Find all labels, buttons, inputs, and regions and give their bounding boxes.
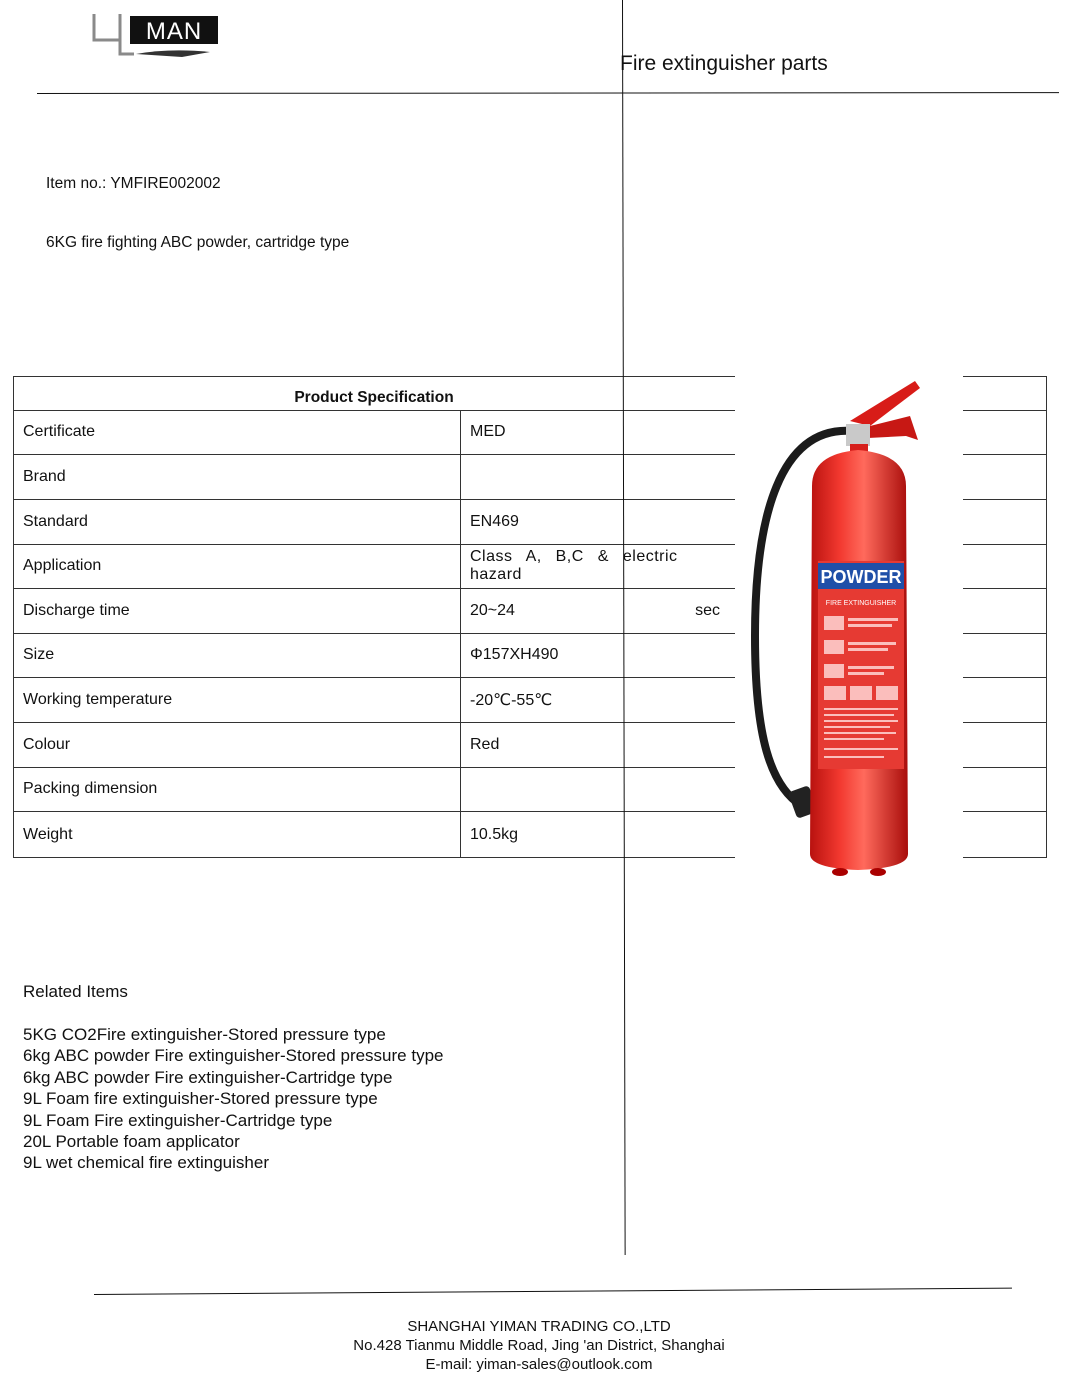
header-divider	[37, 92, 1059, 94]
spec-value: Class A, B,C & electric hazard	[470, 548, 678, 583]
related-item[interactable]: 6kg ABC powder Fire extinguisher-Stored pressure type	[23, 1046, 444, 1066]
related-item[interactable]: 9L Foam Fire extinguisher-Cartridge type	[23, 1110, 333, 1130]
related-item[interactable]: 5KG CO2Fire extinguisher-Stored pressure type	[23, 1025, 386, 1044]
spec-value: Red	[470, 736, 500, 753]
spec-label: Standard	[23, 513, 88, 530]
spec-row-discharge-time	[13, 589, 735, 634]
spec-label: Weight	[23, 826, 73, 843]
page-title: Fire extinguisher parts	[620, 52, 828, 75]
spec-row-certificate	[13, 410, 735, 455]
spec-row-colour	[13, 723, 735, 768]
spec-table-title: Product Specification	[13, 376, 735, 411]
related-items-list	[23, 1024, 443, 1174]
extinguisher-sublabel: FIRE EXTINGUISHER	[825, 600, 897, 607]
spec-label: Application	[23, 557, 102, 574]
spec-label: Working temperature	[23, 691, 173, 708]
spec-row-weight	[13, 812, 735, 858]
item-description: 6KG fire fighting ABC powder, cartridge type	[46, 234, 350, 251]
related-item[interactable]: 9L Foam fire extinguisher-Stored pressure type	[23, 1089, 378, 1109]
spec-label: Size	[23, 646, 55, 663]
fire-extinguisher-image	[740, 376, 950, 878]
spec-value: MED	[470, 423, 506, 440]
spec-row-standard	[13, 500, 735, 545]
footer-address: No.428 Tianmu Middle Road, Jing 'an District, Shanghai	[353, 1337, 725, 1354]
related-items-title: Related Items	[23, 982, 128, 1001]
spec-label: Brand	[23, 468, 66, 485]
spec-row-brand	[13, 455, 735, 500]
footer-company: SHANGHAI YIMAN TRADING CO.,LTD	[407, 1318, 671, 1335]
footer	[0, 1317, 1078, 1374]
spec-row-application	[13, 544, 735, 589]
logo-text: MAN	[145, 18, 203, 45]
spec-value: 20~24	[470, 602, 515, 619]
company-logo	[90, 10, 220, 62]
spec-value-group	[470, 602, 720, 620]
footer-email[interactable]: E-mail: yiman-sales@outlook.com	[425, 1356, 653, 1373]
spec-value: Φ157XH490	[470, 646, 559, 663]
extinguisher-label: POWDER	[820, 567, 902, 587]
spec-row-size	[13, 633, 735, 678]
related-item[interactable]: 6kg ABC powder Fire extinguisher-Cartridge type	[23, 1067, 393, 1087]
footer-divider	[94, 1288, 1012, 1295]
related-item[interactable]: 9L wet chemical fire extinguisher	[23, 1153, 269, 1173]
spec-unit: sec	[695, 602, 720, 619]
spec-row-working-temperature	[13, 678, 735, 723]
spec-label: Colour	[23, 736, 71, 753]
item-number: Item no.: YMFIRE002002	[46, 175, 221, 192]
related-item[interactable]: 20L Portable foam applicator	[23, 1132, 240, 1152]
spec-label: Discharge time	[23, 602, 130, 619]
spec-label: Packing dimension	[23, 780, 158, 797]
spec-value: -20℃-55℃	[470, 692, 553, 709]
spec-label: Certificate	[23, 423, 96, 440]
spec-row-packing-dimension	[13, 767, 735, 812]
spec-value: 10.5kg	[470, 826, 519, 843]
spec-value: EN469	[470, 513, 519, 530]
